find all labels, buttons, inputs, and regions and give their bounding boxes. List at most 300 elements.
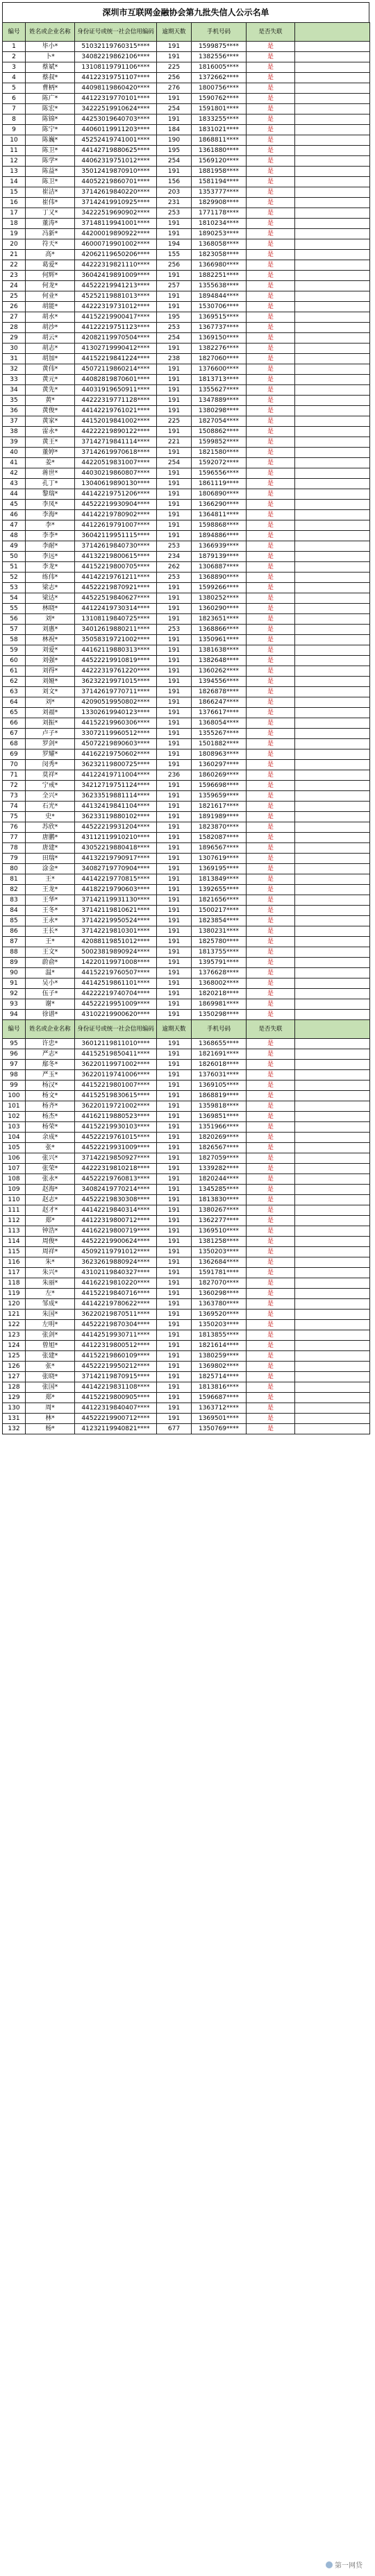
table-row: [3, 250, 370, 260]
cell-blank: [295, 958, 370, 968]
cell-lost: 是: [247, 187, 295, 198]
cell-lost: 是: [247, 1101, 295, 1112]
cell-name: 王*: [26, 874, 75, 885]
cell-phone: 1827054****: [192, 416, 247, 427]
table-header-row: [3, 23, 370, 42]
cell-lost: 是: [247, 1237, 295, 1247]
cell-lost: 是: [247, 312, 295, 323]
cell-days: 191: [157, 1310, 192, 1320]
cell-no: 131: [3, 1414, 26, 1424]
cell-id: 37142119810621****: [75, 906, 157, 916]
cell-lost: 是: [247, 958, 295, 968]
cell-phone: 1821691****: [192, 1049, 247, 1060]
cell-blank: [295, 115, 370, 125]
cell-name: 刘惠*: [26, 625, 75, 635]
cell-days: 191: [157, 427, 192, 437]
cell-lost: 是: [247, 708, 295, 718]
cell-phone: 1569120****: [192, 156, 247, 167]
table-row: [3, 1133, 370, 1143]
cell-no: 104: [3, 1133, 26, 1143]
cell-no: 45: [3, 500, 26, 510]
cell-no: 43: [3, 479, 26, 489]
cell-id: 45252419741001****: [75, 135, 157, 146]
cell-phone: 1359818****: [192, 1101, 247, 1112]
cell-id: 37142619840220****: [75, 187, 157, 198]
cell-name: 闵秀*: [26, 760, 75, 770]
table-row: [3, 1205, 370, 1216]
cell-blank: [295, 906, 370, 916]
cell-id: 36042419891009****: [75, 271, 157, 281]
cell-lost: 是: [247, 1414, 295, 1424]
cell-days: 191: [157, 94, 192, 104]
cell-days: 191: [157, 291, 192, 302]
cell-id: 36220119971002****: [75, 1060, 157, 1070]
header-lost: 是否失联: [247, 23, 295, 42]
cell-days: 191: [157, 1153, 192, 1164]
cell-days: 276: [157, 83, 192, 94]
cell-name: 李李*: [26, 531, 75, 541]
cell-no: 121: [3, 1310, 26, 1320]
table-row: [3, 593, 370, 604]
table-row: [3, 625, 370, 635]
cell-phone: 1829908****: [192, 198, 247, 208]
table-row: [3, 1153, 370, 1164]
cell-days: 191: [157, 1403, 192, 1414]
table-row: [3, 1257, 370, 1268]
cell-lost: 是: [247, 1216, 295, 1226]
cell-phone: 1369195****: [192, 864, 247, 874]
cell-no: 128: [3, 1382, 26, 1393]
cell-name: 蔡斌*: [26, 62, 75, 73]
cell-name: 温*: [26, 968, 75, 978]
cell-phone: 1833255****: [192, 115, 247, 125]
cell-blank: [295, 552, 370, 562]
cell-no: 74: [3, 802, 26, 812]
cell-phone: 1368058****: [192, 239, 247, 250]
cell-blank: [295, 531, 370, 541]
cell-id: 41232119940821****: [75, 1424, 157, 1434]
cell-no: 18: [3, 219, 26, 229]
table-row: [3, 1247, 370, 1257]
cell-days: 191: [157, 812, 192, 822]
cell-id: 44142219751206****: [75, 489, 157, 500]
cell-phone: 1368866****: [192, 625, 247, 635]
table-row: [3, 187, 370, 198]
table-row: [3, 1268, 370, 1278]
table-row: [3, 1091, 370, 1101]
cell-phone: 1380259****: [192, 1351, 247, 1362]
cell-name: 杨齐*: [26, 1101, 75, 1112]
cell-lost: 是: [247, 697, 295, 708]
cell-blank: [295, 146, 370, 156]
cell-blank: [295, 479, 370, 489]
cell-days: 253: [157, 541, 192, 552]
cell-phone: 1823854****: [192, 916, 247, 926]
cell-phone: 1500217****: [192, 906, 247, 916]
cell-blank: [295, 1010, 370, 1020]
cell-lost: 是: [247, 1257, 295, 1268]
cell-id: 34012619880211****: [75, 625, 157, 635]
cell-lost: 是: [247, 781, 295, 791]
cell-phone: 1306887****: [192, 562, 247, 573]
cell-id: 42062119650206****: [75, 250, 157, 260]
blacklist-table: [2, 22, 370, 1434]
cell-phone: 1339282****: [192, 1164, 247, 1174]
cell-name: 卢子*: [26, 729, 75, 739]
cell-blank: [295, 708, 370, 718]
cell-days: 191: [157, 1341, 192, 1351]
cell-blank: [295, 198, 370, 208]
cell-blank: [295, 1070, 370, 1081]
cell-days: 191: [157, 1122, 192, 1133]
cell-blank: [295, 62, 370, 73]
cell-blank: [295, 625, 370, 635]
blacklist-sheet: [2, 2, 369, 1434]
cell-name: 蔡叔*: [26, 73, 75, 83]
cell-blank: [295, 1216, 370, 1226]
cell-days: 191: [157, 1372, 192, 1382]
cell-phone: 1345285****: [192, 1185, 247, 1195]
cell-lost: 是: [247, 573, 295, 583]
table-row: [3, 406, 370, 416]
cell-blank: [295, 94, 370, 104]
cell-lost: 是: [247, 364, 295, 375]
table-row: [3, 500, 370, 510]
cell-id: 36220119721002****: [75, 1101, 157, 1112]
table-row: [3, 198, 370, 208]
cell-no: 105: [3, 1143, 26, 1153]
cell-no: 97: [3, 1060, 26, 1070]
cell-no: 84: [3, 906, 26, 916]
cell-days: 191: [157, 885, 192, 895]
cell-days: 191: [157, 1039, 192, 1049]
cell-id: 36232219971015****: [75, 677, 157, 687]
cell-blank: [295, 489, 370, 500]
cell-name: 谢*: [26, 999, 75, 1010]
cell-id: 41302719990412****: [75, 344, 157, 354]
cell-name: 杨荣*: [26, 1122, 75, 1133]
table-row: [3, 416, 370, 427]
cell-days: 191: [157, 760, 192, 770]
cell-no: 82: [3, 885, 26, 895]
table-row: [3, 885, 370, 895]
cell-blank: [295, 854, 370, 864]
cell-no: 89: [3, 958, 26, 968]
cell-no: 19: [3, 229, 26, 239]
cell-id: 44522219761015****: [75, 1133, 157, 1143]
cell-days: 257: [157, 281, 192, 291]
cell-days: 191: [157, 968, 192, 978]
cell-blank: [295, 396, 370, 406]
cell-no: 98: [3, 1070, 26, 1081]
cell-name: 王冬*: [26, 906, 75, 916]
cell-phone: 1350961****: [192, 635, 247, 645]
cell-no: 99: [3, 1081, 26, 1091]
cell-no: 20: [3, 239, 26, 250]
table-row: [3, 760, 370, 770]
cell-blank: [295, 291, 370, 302]
cell-id: 34212719751124****: [75, 781, 157, 791]
cell-phone: 1890253****: [192, 229, 247, 239]
cell-id: 44152219841224****: [75, 354, 157, 364]
cell-lost: 是: [247, 895, 295, 906]
cell-phone: 1821617****: [192, 802, 247, 812]
cell-phone: 1382276****: [192, 344, 247, 354]
cell-no: 85: [3, 916, 26, 926]
cell-id: 44220519831007****: [75, 458, 157, 468]
cell-blank: [295, 1247, 370, 1257]
cell-days: 191: [157, 583, 192, 593]
table-row: [3, 552, 370, 562]
table-row: [3, 666, 370, 677]
cell-lost: 是: [247, 541, 295, 552]
cell-id: 43102119840327****: [75, 1268, 157, 1278]
cell-days: 191: [157, 833, 192, 843]
cell-id: 44522219870921****: [75, 583, 157, 593]
cell-id: 37148119941001****: [75, 219, 157, 229]
cell-phone: 1381258****: [192, 1237, 247, 1247]
cell-no: 56: [3, 614, 26, 625]
cell-phone: 1592072****: [192, 458, 247, 468]
cell-no: 32: [3, 364, 26, 375]
cell-days: 203: [157, 187, 192, 198]
cell-name: 刘强*: [26, 656, 75, 666]
header-id: 身份证号或统一社会信用编码: [75, 1020, 157, 1039]
cell-days: 191: [157, 468, 192, 479]
cell-blank: [295, 281, 370, 291]
cell-id: 46000719901002****: [75, 239, 157, 250]
cell-lost: 是: [247, 552, 295, 562]
cell-phone: 1813849****: [192, 874, 247, 885]
cell-lost: 是: [247, 479, 295, 489]
cell-phone: 1882251****: [192, 271, 247, 281]
cell-no: 14: [3, 177, 26, 187]
cell-blank: [295, 229, 370, 239]
table-row: [3, 177, 370, 187]
cell-id: 36220219870511****: [75, 1310, 157, 1320]
cell-blank: [295, 208, 370, 219]
cell-id: 43102219900620****: [75, 1010, 157, 1020]
cell-id: 13108119791106****: [75, 62, 157, 73]
cell-id: 43052219880418****: [75, 843, 157, 854]
cell-phone: 1351966****: [192, 1122, 247, 1133]
cell-no: 127: [3, 1372, 26, 1382]
cell-days: 191: [157, 1185, 192, 1195]
cell-lost: 是: [247, 1205, 295, 1216]
cell-id: 44132219790917****: [75, 854, 157, 864]
cell-id: 44222319731012****: [75, 302, 157, 312]
cell-name: 胡能*: [26, 302, 75, 312]
cell-no: 63: [3, 687, 26, 697]
header-blank: [295, 23, 370, 42]
cell-lost: 是: [247, 1330, 295, 1341]
cell-phone: 1827060****: [192, 354, 247, 364]
table-row: [3, 364, 370, 375]
header-no: 编号: [3, 1020, 26, 1039]
cell-name: 左*: [26, 1289, 75, 1299]
cell-lost: 是: [247, 385, 295, 396]
table-row: [3, 822, 370, 833]
cell-id: 37142119870915****: [75, 1372, 157, 1382]
cell-days: 191: [157, 1060, 192, 1070]
table-row: [3, 978, 370, 989]
cell-blank: [295, 1081, 370, 1091]
table-row: [3, 1362, 370, 1372]
cell-days: 191: [157, 958, 192, 968]
cell-id: 44142519930711****: [75, 1330, 157, 1341]
header-days: 逾期天数: [157, 1020, 192, 1039]
cell-blank: [295, 1185, 370, 1195]
cell-no: 50: [3, 552, 26, 562]
cell-days: 191: [157, 687, 192, 697]
cell-no: 77: [3, 833, 26, 843]
cell-days: 253: [157, 208, 192, 219]
cell-no: 118: [3, 1278, 26, 1289]
cell-blank: [295, 885, 370, 895]
cell-lost: 是: [247, 1070, 295, 1081]
table-row: [3, 1081, 370, 1091]
cell-phone: 1376600****: [192, 364, 247, 375]
cell-name: 林祝*: [26, 635, 75, 645]
cell-no: 64: [3, 697, 26, 708]
cell-days: 190: [157, 135, 192, 146]
cell-name: 徐谱*: [26, 1010, 75, 1020]
cell-lost: 是: [247, 177, 295, 187]
cell-no: 107: [3, 1164, 26, 1174]
cell-name: 钟浩*: [26, 1226, 75, 1237]
cell-days: 191: [157, 1330, 192, 1341]
cell-lost: 是: [247, 843, 295, 854]
cell-lost: 是: [247, 1289, 295, 1299]
cell-days: 191: [157, 1237, 192, 1247]
cell-days: 191: [157, 635, 192, 645]
cell-lost: 是: [247, 302, 295, 312]
cell-lost: 是: [247, 604, 295, 614]
cell-no: 122: [3, 1320, 26, 1330]
cell-name: 陈卫*: [26, 177, 75, 187]
cell-name: 杨杰*: [26, 1112, 75, 1122]
cell-phone: 1800756****: [192, 83, 247, 94]
table-row: [3, 791, 370, 802]
cell-phone: 1816005****: [192, 62, 247, 73]
cell-lost: 是: [247, 489, 295, 500]
cell-phone: 1347889****: [192, 396, 247, 406]
cell-name: 胡云*: [26, 333, 75, 344]
cell-phone: 1366980****: [192, 260, 247, 271]
table-row: [3, 333, 370, 344]
cell-no: 8: [3, 115, 26, 125]
cell-blank: [295, 1299, 370, 1310]
table-row: [3, 375, 370, 385]
cell-id: 44052219860701****: [75, 177, 157, 187]
table-row: [3, 656, 370, 666]
cell-no: 88: [3, 947, 26, 958]
cell-name: 姜*: [26, 458, 75, 468]
cell-days: 191: [157, 822, 192, 833]
cell-blank: [295, 604, 370, 614]
header-phone: 手机号码: [192, 1020, 247, 1039]
cell-phone: 1821580****: [192, 448, 247, 458]
cell-no: 108: [3, 1174, 26, 1185]
cell-blank: [295, 739, 370, 749]
cell-name: 丁又*: [26, 208, 75, 219]
cell-name: 崔洁*: [26, 187, 75, 198]
cell-phone: 1881958****: [192, 167, 247, 177]
cell-name: 伍子*: [26, 989, 75, 999]
cell-lost: 是: [247, 1049, 295, 1060]
cell-no: 80: [3, 864, 26, 874]
cell-days: 191: [157, 406, 192, 416]
cell-phone: 1868819****: [192, 1091, 247, 1101]
table-row: [3, 302, 370, 312]
cell-name: 陈锦*: [26, 115, 75, 125]
table-row: [3, 729, 370, 739]
cell-id: 34082419770214****: [75, 1185, 157, 1195]
cell-blank: [295, 135, 370, 146]
cell-lost: 是: [247, 1133, 295, 1143]
cell-id: 44122319800512****: [75, 1341, 157, 1351]
cell-name: 张兴*: [26, 1153, 75, 1164]
cell-blank: [295, 271, 370, 281]
cell-lost: 是: [247, 1122, 295, 1133]
cell-lost: 是: [247, 1268, 295, 1278]
cell-no: 123: [3, 1330, 26, 1341]
cell-phone: 1369510****: [192, 1226, 247, 1237]
cell-blank: [295, 83, 370, 94]
cell-no: 61: [3, 666, 26, 677]
cell-days: 156: [157, 177, 192, 187]
cell-no: 27: [3, 312, 26, 323]
cell-days: 191: [157, 937, 192, 947]
cell-lost: 是: [247, 1226, 295, 1237]
cell-days: 191: [157, 1278, 192, 1289]
cell-blank: [295, 1268, 370, 1278]
table-row: [3, 781, 370, 791]
cell-name: 林晓*: [26, 604, 75, 614]
cell-days: 236: [157, 770, 192, 781]
table-row: [3, 802, 370, 812]
cell-id: 44162219750602****: [75, 749, 157, 760]
cell-no: 42: [3, 468, 26, 479]
cell-days: 191: [157, 791, 192, 802]
cell-no: 5: [3, 83, 26, 94]
cell-days: 191: [157, 1205, 192, 1216]
cell-name: 黄家*: [26, 416, 75, 427]
cell-no: 41: [3, 458, 26, 468]
cell-phone: 1381638****: [192, 645, 247, 656]
cell-no: 44: [3, 489, 26, 500]
cell-days: 155: [157, 250, 192, 260]
cell-lost: 是: [247, 83, 295, 94]
cell-phone: 1380252****: [192, 593, 247, 604]
table-row: [3, 323, 370, 333]
cell-days: 191: [157, 1257, 192, 1268]
header-blank: [295, 1020, 370, 1039]
cell-id: 44522219941213****: [75, 281, 157, 291]
cell-name: 唐鹏*: [26, 833, 75, 843]
cell-phone: 1369105****: [192, 1081, 247, 1091]
cell-blank: [295, 1174, 370, 1185]
table-row: [3, 1070, 370, 1081]
cell-no: 113: [3, 1226, 26, 1237]
cell-lost: 是: [247, 677, 295, 687]
cell-name: 王永*: [26, 916, 75, 926]
cell-blank: [295, 833, 370, 843]
cell-lost: 是: [247, 614, 295, 625]
cell-blank: [295, 416, 370, 427]
cell-days: 253: [157, 323, 192, 333]
cell-phone: 1368054****: [192, 718, 247, 729]
